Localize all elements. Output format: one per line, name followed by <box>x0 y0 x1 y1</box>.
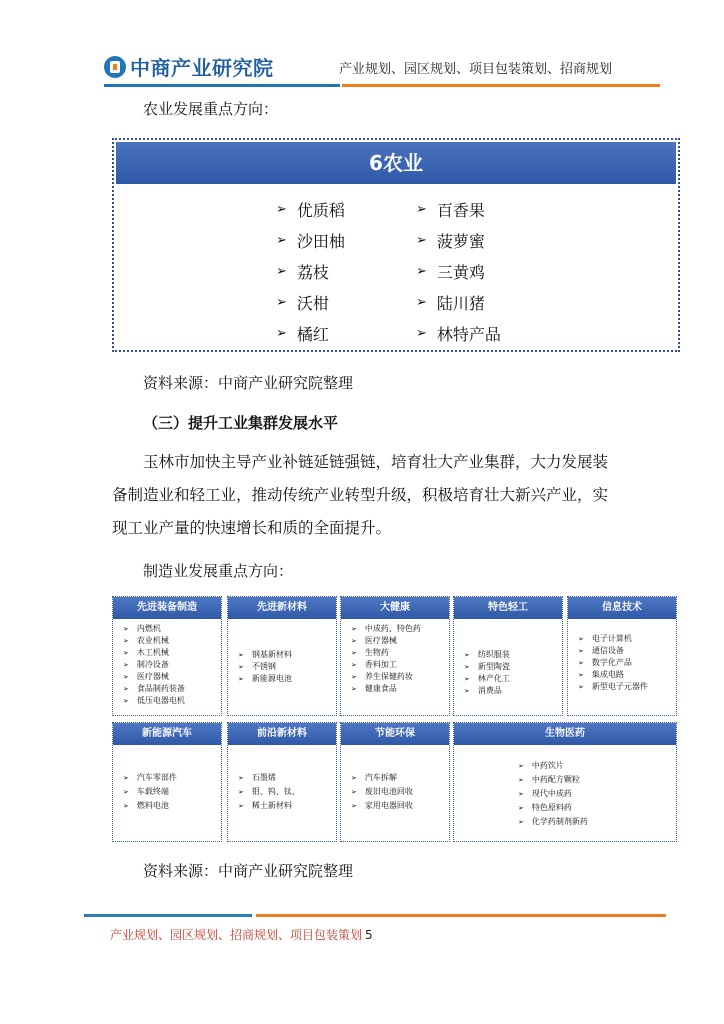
industry-item-label: 中药配方颗粒 <box>531 775 580 784</box>
industry-cell <box>227 722 337 842</box>
manufacturing-grid <box>112 596 682 844</box>
header-tagline: 产业规划、园区规划、项目包装策划、招商规划 <box>338 62 612 77</box>
agri-item-left <box>276 229 345 252</box>
agri-item-label: 陆川猪 <box>436 294 485 313</box>
industry-item-label: 木工机械 <box>136 648 169 657</box>
industry-item-label: 不锈钢 <box>251 662 276 671</box>
arrow-bullet-icon: ➢ <box>238 663 244 671</box>
arrow-bullet-icon: ➢ <box>123 802 129 810</box>
agri-item-left <box>276 198 345 221</box>
industry-item <box>578 657 668 669</box>
industry-cell <box>567 596 677 716</box>
arrow-bullet-icon: ➢ <box>238 788 244 796</box>
arrow-bullet-icon: ➢ <box>578 683 584 691</box>
industry-item-label: 燃料电池 <box>136 801 169 810</box>
footer-rule-orange <box>256 914 666 917</box>
arrow-bullet-icon: ➢ <box>351 649 357 657</box>
industry-item-label: 汽车拆解 <box>364 773 397 782</box>
agri-item-label: 荔枝 <box>296 263 329 282</box>
industry-cell <box>112 596 222 716</box>
industry-item-label: 石墨烯 <box>251 773 276 782</box>
logo-text: 中商产业研究院 <box>130 56 274 80</box>
agri-item-label: 沃柑 <box>296 294 329 313</box>
industry-item <box>351 785 441 799</box>
arrow-bullet-icon: ➢ <box>518 762 524 770</box>
arrow-bullet-icon: ➢ <box>464 675 470 683</box>
industry-item <box>238 799 328 813</box>
arrow-bullet-icon: ➢ <box>123 788 129 796</box>
industry-item <box>123 785 213 799</box>
industry-item-label: 健康食品 <box>364 684 397 693</box>
industry-item <box>351 799 441 813</box>
footer-text: 产业规划、园区规划、招商规划、项目包装策划 <box>110 928 363 942</box>
arrow-bullet-icon: ➢ <box>238 774 244 782</box>
arrow-bullet-icon: ➢ <box>123 625 129 633</box>
industry-item <box>238 673 328 685</box>
arrow-bullet-icon: ➢ <box>276 202 287 217</box>
industry-item <box>351 683 441 695</box>
industry-item <box>518 773 668 787</box>
industry-item <box>123 683 213 695</box>
industry-item <box>464 649 554 661</box>
arrow-bullet-icon: ➢ <box>351 685 357 693</box>
agri-item-right <box>416 229 485 252</box>
industry-item <box>123 671 213 683</box>
industry-item <box>238 661 328 673</box>
industry-item-label: 新能源电池 <box>251 674 292 683</box>
industry-item <box>123 635 213 647</box>
industry-item <box>578 645 668 657</box>
industry-item-label: 通信设备 <box>591 646 624 655</box>
agri-item-right <box>416 322 501 345</box>
industry-item-label: 食品制药装备 <box>136 684 185 693</box>
industry-item-label: 香料加工 <box>364 660 397 669</box>
arrow-bullet-icon: ➢ <box>123 685 129 693</box>
industry-item <box>123 799 213 813</box>
source-note-1: 资料来源：中商产业研究院整理 <box>143 374 354 392</box>
industry-item-label: 汽车零部件 <box>136 773 177 782</box>
industry-cell-title: 特色轻工 <box>454 597 562 619</box>
agri-item-left <box>276 260 329 283</box>
industry-item <box>518 815 668 829</box>
agri-item-label: 菠萝蜜 <box>436 232 485 251</box>
industry-item-label: 车载终端 <box>136 787 169 796</box>
industry-item <box>464 673 554 685</box>
company-logo <box>104 52 274 81</box>
industry-item <box>123 771 213 785</box>
industry-cell <box>453 722 677 842</box>
arrow-bullet-icon: ➢ <box>518 818 524 826</box>
arrow-bullet-icon: ➢ <box>351 802 357 810</box>
agri-label: 农业发展重点方向： <box>143 100 279 118</box>
arrow-bullet-icon: ➢ <box>123 673 129 681</box>
industry-item-label: 中成药、特色药 <box>364 624 421 633</box>
industry-item <box>123 695 213 707</box>
industry-item-label: 农业机械 <box>136 636 169 645</box>
agri-item-right <box>416 198 485 221</box>
industry-item <box>123 647 213 659</box>
arrow-bullet-icon: ➢ <box>518 776 524 784</box>
industry-item <box>518 759 668 773</box>
arrow-bullet-icon: ➢ <box>351 788 357 796</box>
industry-item-label: 纺织服装 <box>477 650 510 659</box>
industry-item-label: 电子计算机 <box>591 634 632 643</box>
industry-item-label: 医疗器械 <box>136 672 169 681</box>
arrow-bullet-icon: ➢ <box>578 647 584 655</box>
arrow-bullet-icon: ➢ <box>578 635 584 643</box>
industry-item <box>518 787 668 801</box>
arrow-bullet-icon: ➢ <box>464 687 470 695</box>
industry-item <box>123 659 213 671</box>
industry-cell <box>453 596 563 716</box>
agri-item-label: 优质稻 <box>296 201 345 220</box>
arrow-bullet-icon: ➢ <box>518 790 524 798</box>
industry-cell-title: 新能源汽车 <box>113 723 221 745</box>
arrow-bullet-icon: ➢ <box>578 659 584 667</box>
industry-item-label: 钼、钨、钛、 <box>251 787 300 796</box>
industry-cell <box>227 596 337 716</box>
page-number: 5 <box>365 928 373 942</box>
industry-cell <box>340 722 450 842</box>
industry-cell-title: 信息技术 <box>568 597 676 619</box>
industry-item-label: 低压电器电机 <box>136 696 185 705</box>
industry-item-label: 养生保健药妆 <box>364 672 413 681</box>
industry-item-label: 新型陶瓷 <box>477 662 510 671</box>
industry-cell-title: 生物医药 <box>454 723 676 745</box>
industry-item <box>238 649 328 661</box>
industry-item-label: 新型电子元器件 <box>591 682 648 691</box>
agri-item-left <box>276 291 329 314</box>
industry-item-label: 钢基新材料 <box>251 650 292 659</box>
arrow-bullet-icon: ➢ <box>123 697 129 705</box>
arrow-bullet-icon: ➢ <box>464 651 470 659</box>
arrow-bullet-icon: ➢ <box>238 675 244 683</box>
industry-item-label: 中药饮片 <box>531 761 564 770</box>
industry-item-label: 家用电器回收 <box>364 801 413 810</box>
arrow-bullet-icon: ➢ <box>351 625 357 633</box>
agri-item-label: 橘红 <box>296 325 329 344</box>
arrow-bullet-icon: ➢ <box>351 637 357 645</box>
arrow-bullet-icon: ➢ <box>416 326 427 341</box>
industry-item-label: 制冷设备 <box>136 660 169 669</box>
industry-item <box>578 633 668 645</box>
industry-item <box>351 647 441 659</box>
arrow-bullet-icon: ➢ <box>351 774 357 782</box>
agriculture-title: 6农业 <box>116 142 676 184</box>
header-rule-blue <box>104 84 340 87</box>
industry-item <box>351 659 441 671</box>
industry-item-label: 医疗器械 <box>364 636 397 645</box>
industry-item-label: 化学药制剂新药 <box>531 817 588 826</box>
industry-item-label: 消费品 <box>477 686 502 695</box>
header-rule-orange <box>342 84 660 87</box>
section-title: （三）提升工业集群发展水平 <box>143 414 339 432</box>
arrow-bullet-icon: ➢ <box>276 326 287 341</box>
industry-item <box>238 785 328 799</box>
arrow-bullet-icon: ➢ <box>518 804 524 812</box>
arrow-bullet-icon: ➢ <box>276 295 287 310</box>
industry-cell-title: 先进装备制造 <box>113 597 221 619</box>
industry-item <box>578 669 668 681</box>
page-footer <box>110 926 373 943</box>
industry-item <box>351 771 441 785</box>
industry-cell <box>112 722 222 842</box>
industry-item-label: 稀土新材料 <box>251 801 292 810</box>
industry-cell-title: 大健康 <box>341 597 449 619</box>
industry-item <box>464 685 554 697</box>
arrow-bullet-icon: ➢ <box>416 202 427 217</box>
industry-item-label: 废旧电池回收 <box>364 787 413 796</box>
industry-item <box>351 671 441 683</box>
body-paragraph: 玉林市加快主导产业补链延链强链，培育壮大产业集群，大力发展装备制造业和轻工业，推动传统产业转型升级，积极培育壮大新兴产业，实现工业产量的快速增长和质的全面提升。 <box>112 453 609 537</box>
source-note-2: 资料来源：中商产业研究院整理 <box>143 862 354 880</box>
arrow-bullet-icon: ➢ <box>351 661 357 669</box>
arrow-bullet-icon: ➢ <box>416 264 427 279</box>
arrow-bullet-icon: ➢ <box>238 651 244 659</box>
arrow-bullet-icon: ➢ <box>276 264 287 279</box>
industry-cell-title: 前沿新材料 <box>228 723 336 745</box>
arrow-bullet-icon: ➢ <box>123 649 129 657</box>
agri-item-left <box>276 322 329 345</box>
footer-rule-blue <box>84 914 252 917</box>
industry-item <box>351 623 441 635</box>
industry-cell <box>340 596 450 716</box>
agri-item-label: 三黄鸡 <box>436 263 485 282</box>
industry-cell-title: 先进新材料 <box>228 597 336 619</box>
arrow-bullet-icon: ➢ <box>416 233 427 248</box>
arrow-bullet-icon: ➢ <box>464 663 470 671</box>
agri-item-label: 林特产品 <box>436 325 501 344</box>
logo-icon <box>104 56 126 78</box>
agri-item-right <box>416 260 485 283</box>
industry-item <box>351 635 441 647</box>
arrow-bullet-icon: ➢ <box>416 295 427 310</box>
industry-cell-title: 节能环保 <box>341 723 449 745</box>
industry-item <box>238 771 328 785</box>
page-header <box>0 0 724 96</box>
industry-item <box>578 681 668 693</box>
agriculture-box <box>112 138 680 352</box>
industry-item <box>464 661 554 673</box>
industry-item-label: 数字化产品 <box>591 658 632 667</box>
agri-item-right <box>416 291 485 314</box>
industry-item-label: 集成电路 <box>591 670 624 679</box>
arrow-bullet-icon: ➢ <box>123 637 129 645</box>
industry-item-label: 特色原料药 <box>531 803 572 812</box>
arrow-bullet-icon: ➢ <box>123 661 129 669</box>
arrow-bullet-icon: ➢ <box>276 233 287 248</box>
agri-item-label: 百香果 <box>436 201 485 220</box>
arrow-bullet-icon: ➢ <box>123 774 129 782</box>
arrow-bullet-icon: ➢ <box>238 802 244 810</box>
industry-item <box>518 801 668 815</box>
industry-item-label: 内燃机 <box>136 624 161 633</box>
arrow-bullet-icon: ➢ <box>578 671 584 679</box>
arrow-bullet-icon: ➢ <box>351 673 357 681</box>
industry-item-label: 林产化工 <box>477 674 510 683</box>
industry-item-label: 生物药 <box>364 648 389 657</box>
industry-item <box>123 623 213 635</box>
mfg-label: 制造业发展重点方向： <box>143 562 294 580</box>
industry-item-label: 现代中成药 <box>531 789 572 798</box>
agri-item-label: 沙田柚 <box>296 232 345 251</box>
